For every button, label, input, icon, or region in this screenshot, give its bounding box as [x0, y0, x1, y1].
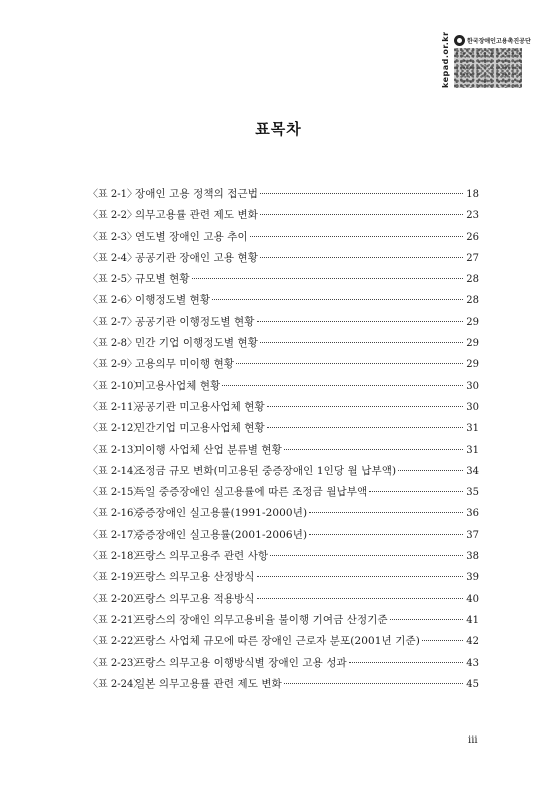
- toc-page-number: 28: [466, 295, 479, 307]
- toc-entry[interactable]: [88, 376, 479, 397]
- toc-page-number: 29: [466, 359, 479, 371]
- toc-dot-leader: [309, 512, 463, 513]
- toc-page-number: 34: [466, 465, 479, 477]
- org-name: 한국장애인고용촉진공단: [467, 37, 531, 45]
- toc-table-label: 〈표 2-21〉: [88, 614, 144, 626]
- toc-entry[interactable]: [88, 567, 479, 588]
- toc-page-number: 31: [466, 423, 479, 435]
- toc-entry[interactable]: [88, 290, 479, 311]
- toc-dot-leader: [192, 278, 463, 279]
- org-emblem-icon: [454, 35, 465, 46]
- toc-dot-leader: [212, 299, 463, 300]
- toc-table-label: 〈표 2-13〉: [88, 444, 144, 456]
- toc-table-title: 의무고용률 관련 제도 변화: [135, 209, 258, 222]
- toc-dot-leader: [398, 470, 463, 471]
- toc-entry[interactable]: [88, 503, 479, 524]
- toc-page-number: 23: [466, 210, 479, 222]
- toc-dot-leader: [260, 193, 463, 194]
- toc-table-label: 〈표 2-16〉: [88, 508, 144, 520]
- toc-page-number: 29: [466, 316, 479, 328]
- toc-dot-leader: [390, 619, 463, 620]
- toc-table-title: 공공기관 장애인 고용 현황: [135, 251, 258, 264]
- site-url-text: kepad.or.kr: [441, 31, 450, 88]
- toc-table-label: 〈표 2-11〉: [88, 401, 144, 413]
- toc-entry[interactable]: [88, 653, 479, 674]
- toc-table-label: 〈표 2-2〉: [88, 210, 137, 222]
- toc-table-label: 〈표 2-19〉: [88, 572, 144, 584]
- toc-page-number: 45: [466, 678, 479, 690]
- toc-table-title: 공공기관 미고용사업체 현황: [135, 400, 265, 413]
- toc-table-title: 규모별 현황: [135, 273, 190, 286]
- toc-entry[interactable]: [88, 227, 479, 248]
- toc-table-label: 〈표 2-4〉: [88, 252, 137, 264]
- toc-page-number: 29: [466, 338, 479, 350]
- table-of-contents: [88, 184, 479, 695]
- toc-page-number: 26: [466, 231, 479, 243]
- toc-dot-leader: [309, 534, 463, 535]
- toc-table-label: 〈표 2-18〉: [88, 551, 144, 563]
- toc-dot-leader: [349, 662, 463, 663]
- toc-dot-leader: [260, 342, 463, 343]
- toc-page-number: 27: [466, 252, 479, 264]
- page-number: iii: [468, 735, 478, 746]
- toc-table-title: 프랑스 사업체 규모에 따른 장애인 근로자 분포(2001년 기준): [135, 635, 420, 648]
- toc-table-title: 민간기업 미고용사업체 현황: [135, 422, 265, 435]
- toc-table-title: 프랑스 의무고용주 관련 사항: [135, 550, 269, 563]
- toc-page-number: 39: [466, 572, 479, 584]
- toc-table-title: 중증장애인 실고용률(2001-2006년): [135, 528, 308, 541]
- toc-table-title: 중증장애인 실고용률(1991-2000년): [135, 507, 308, 520]
- toc-table-title: 독일 중증장애인 실고용률에 따른 조정금 월납부액: [135, 486, 368, 499]
- toc-table-title: 장애인 고용 정책의 접근법: [135, 188, 258, 200]
- toc-table-label: 〈표 2-17〉: [88, 529, 144, 541]
- toc-dot-leader: [369, 491, 463, 492]
- toc-page-number: 43: [466, 657, 479, 669]
- toc-table-title: 연도별 장애인 고용 추이: [135, 230, 248, 243]
- toc-table-label: 〈표 2-7〉: [88, 316, 137, 328]
- toc-dot-leader: [250, 236, 463, 237]
- toc-dot-leader: [267, 406, 463, 407]
- toc-table-title: 이행정도별 현황: [135, 294, 211, 307]
- toc-entry[interactable]: [88, 440, 479, 461]
- toc-table-label: 〈표 2-9〉: [88, 359, 137, 371]
- toc-table-title: 미이행 사업체 산업 분류별 현황: [135, 443, 282, 456]
- toc-table-title: 프랑스의 장애인 의무고용비율 불이행 기여금 산정기준: [135, 613, 388, 626]
- toc-table-label: 〈표 2-5〉: [88, 274, 137, 286]
- toc-table-title: 조정금 규모 변화(미고용된 중증장애인 1인당 월 납부액): [135, 464, 397, 477]
- toc-table-title: 프랑스 의무고용 산정방식: [135, 571, 255, 584]
- toc-entry[interactable]: [88, 248, 479, 269]
- toc-dot-leader: [236, 363, 463, 364]
- toc-table-label: 〈표 2-22〉: [88, 636, 144, 648]
- toc-entry[interactable]: [88, 461, 479, 482]
- toc-entry[interactable]: [88, 205, 479, 226]
- toc-table-title: 민간 기업 이행정도별 현황: [135, 337, 258, 350]
- toc-table-label: 〈표 2-3〉: [88, 231, 137, 243]
- page-title: 표목차: [255, 120, 302, 138]
- toc-table-label: 〈표 2-8〉: [88, 338, 137, 350]
- toc-table-title: 프랑스 의무고용 이행방식별 장애인 고용 성과: [135, 656, 347, 669]
- toc-entry[interactable]: [88, 546, 479, 567]
- toc-page-number: 28: [466, 274, 479, 286]
- toc-table-label: 〈표 2-12〉: [88, 423, 144, 435]
- toc-dot-leader: [284, 449, 463, 450]
- toc-page-number: 40: [466, 593, 479, 605]
- toc-page-number: 42: [466, 636, 479, 648]
- toc-dot-leader: [270, 555, 463, 556]
- toc-page-number: 37: [466, 529, 479, 541]
- toc-entry[interactable]: [88, 631, 479, 652]
- toc-entry[interactable]: [88, 269, 479, 290]
- toc-page-number: 18: [466, 189, 479, 200]
- toc-table-label: 〈표 2-15〉: [88, 487, 144, 499]
- toc-dot-leader: [284, 683, 463, 684]
- toc-dot-leader: [257, 321, 463, 322]
- toc-page-number: 38: [466, 551, 479, 563]
- toc-table-title: 공공기관 이행정도별 현황: [135, 315, 255, 328]
- toc-entry[interactable]: [88, 333, 479, 354]
- toc-table-label: 〈표 2-23〉: [88, 657, 144, 669]
- toc-table-title: 고용의무 미이행 현황: [135, 358, 235, 371]
- toc-entry[interactable]: [88, 184, 479, 205]
- toc-entry[interactable]: [88, 482, 479, 503]
- toc-table-label: 〈표 2-1〉: [88, 189, 137, 200]
- toc-entry[interactable]: [88, 354, 479, 375]
- toc-page-number: 36: [466, 508, 479, 520]
- toc-page-number: 41: [466, 614, 479, 626]
- header-logo: [440, 31, 531, 88]
- toc-table-label: 〈표 2-10〉: [88, 380, 144, 392]
- toc-page-number: 30: [466, 401, 479, 413]
- toc-entry[interactable]: [88, 610, 479, 631]
- toc-entry[interactable]: [88, 312, 479, 333]
- toc-entry[interactable]: [88, 525, 479, 546]
- toc-dot-leader: [267, 427, 463, 428]
- toc-page-number: 35: [466, 487, 479, 499]
- toc-table-label: 〈표 2-14〉: [88, 465, 144, 477]
- toc-table-label: 〈표 2-24〉: [88, 678, 144, 690]
- qr-pattern-icon: [454, 48, 522, 88]
- toc-entry[interactable]: [88, 397, 479, 418]
- toc-table-label: 〈표 2-6〉: [88, 295, 137, 307]
- toc-dot-leader: [257, 576, 463, 577]
- toc-page-number: 31: [466, 444, 479, 456]
- toc-entry[interactable]: [88, 589, 479, 610]
- toc-dot-leader: [260, 214, 463, 215]
- toc-dot-leader: [422, 640, 463, 641]
- toc-dot-leader: [222, 385, 463, 386]
- toc-table-title: 일본 의무고용률 관련 제도 변화: [135, 677, 282, 690]
- org-line: [454, 34, 531, 46]
- toc-entry[interactable]: [88, 418, 479, 439]
- toc-dot-leader: [257, 598, 463, 599]
- toc-table-title: 미고용사업체 현황: [135, 379, 221, 392]
- toc-dot-leader: [260, 257, 463, 258]
- toc-table-title: 프랑스 의무고용 적용방식: [135, 592, 255, 605]
- toc-table-label: 〈표 2-20〉: [88, 593, 144, 605]
- toc-entry[interactable]: [88, 674, 479, 695]
- toc-page-number: 30: [466, 380, 479, 392]
